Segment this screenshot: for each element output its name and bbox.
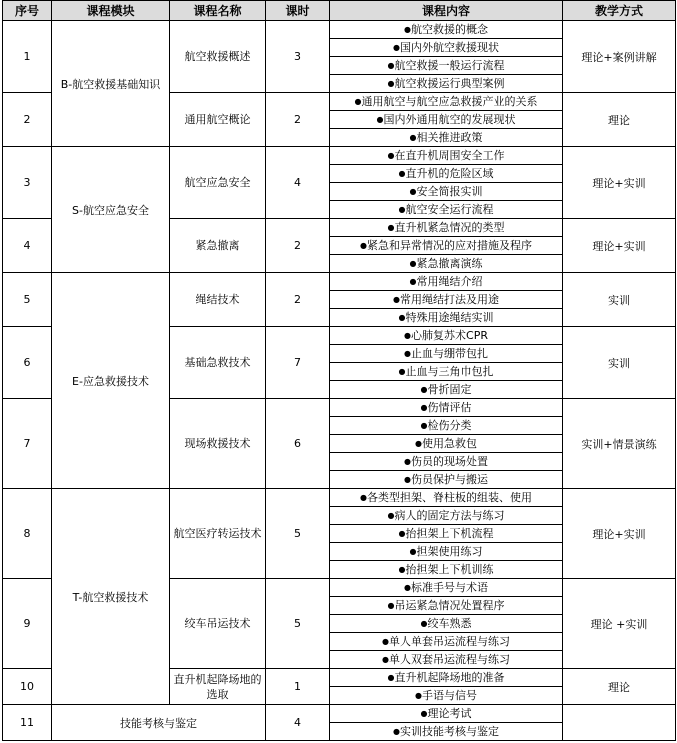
content-item: ●单人双套吊运流程与练习 bbox=[330, 651, 563, 669]
content-item: ●伤员保护与搬运 bbox=[330, 471, 563, 489]
content-item: ●安全简报实训 bbox=[330, 183, 563, 201]
hours: 2 bbox=[266, 219, 330, 273]
teaching-method: 实训 bbox=[563, 327, 676, 399]
table-row bbox=[3, 147, 676, 165]
row-number: 2 bbox=[3, 93, 52, 147]
bullet-icon: ● bbox=[360, 241, 367, 250]
course-name: 绳结技术 bbox=[170, 273, 266, 327]
teaching-method: 理论 +实训 bbox=[563, 579, 676, 669]
header-method: 教学方式 bbox=[563, 1, 676, 21]
content-item: ●特殊用途绳结实训 bbox=[330, 309, 563, 327]
bullet-icon: ● bbox=[415, 691, 422, 700]
content-item: ●国内外通用航空的发展现状 bbox=[330, 111, 563, 129]
bullet-icon: ● bbox=[393, 43, 400, 52]
bullet-icon: ● bbox=[420, 403, 428, 412]
bullet-icon: ● bbox=[420, 709, 428, 718]
content-item: ●实训技能考核与鉴定 bbox=[330, 723, 563, 741]
bullet-icon: ● bbox=[420, 421, 428, 430]
bullet-icon: ● bbox=[387, 601, 395, 610]
bullet-icon: ● bbox=[420, 619, 428, 628]
content-item: ●手语与信号 bbox=[330, 687, 563, 705]
header-row bbox=[3, 1, 676, 21]
hours: 6 bbox=[266, 399, 330, 489]
bullet-icon: ● bbox=[409, 187, 417, 196]
content-item: ●航空安全运行流程 bbox=[330, 201, 563, 219]
row-number: 5 bbox=[3, 273, 52, 327]
content-item: ●紧急撤离演练 bbox=[330, 255, 563, 273]
teaching-method: 理论+实训 bbox=[563, 489, 676, 579]
content-item: ●止血与三角巾包扎 bbox=[330, 363, 563, 381]
content-item: ●检伤分类 bbox=[330, 417, 563, 435]
hours: 3 bbox=[266, 21, 330, 93]
content-item: ●标准手号与术语 bbox=[330, 579, 563, 597]
bullet-icon: ● bbox=[387, 223, 395, 232]
content-item: ●止血与绷带包扎 bbox=[330, 345, 563, 363]
content-item: ●在直升机周围安全工作 bbox=[330, 147, 563, 165]
teaching-method: 理论+实训 bbox=[563, 147, 676, 219]
hours: 5 bbox=[266, 579, 330, 669]
content-item: ●直升机起降场地的准备 bbox=[330, 669, 563, 687]
row-number: 6 bbox=[3, 327, 52, 399]
bullet-icon: ● bbox=[398, 205, 406, 214]
module-cell: S-航空应急安全 bbox=[52, 147, 170, 273]
hours: 1 bbox=[266, 669, 330, 705]
course-name: 绞车吊运技术 bbox=[170, 579, 266, 669]
row-number: 7 bbox=[3, 399, 52, 489]
bullet-icon: ● bbox=[398, 313, 406, 322]
bullet-icon: ● bbox=[387, 673, 395, 682]
bullet-icon: ● bbox=[398, 169, 406, 178]
content-item: ●航空救援一般运行流程 bbox=[330, 57, 563, 75]
hours: 7 bbox=[266, 327, 330, 399]
course-name: 现场救援技术 bbox=[170, 399, 266, 489]
teaching-method: 理论 bbox=[563, 93, 676, 147]
content-item: ●航空救援运行典型案例 bbox=[330, 75, 563, 93]
bullet-icon: ● bbox=[393, 727, 400, 736]
header-content: 课程内容 bbox=[330, 1, 563, 21]
bullet-icon: ● bbox=[360, 493, 367, 502]
row-number: 4 bbox=[3, 219, 52, 273]
hours: 2 bbox=[266, 273, 330, 327]
bullet-icon: ● bbox=[398, 529, 406, 538]
bullet-icon: ● bbox=[420, 385, 428, 394]
teaching-method: 理论+案例讲解 bbox=[563, 21, 676, 93]
table-row bbox=[3, 489, 676, 507]
content-item: ●常用绳结介绍 bbox=[330, 273, 563, 291]
content-item: ●通用航空与航空应急救援产业的关系 bbox=[330, 93, 563, 111]
header-course-name: 课程名称 bbox=[170, 1, 266, 21]
bullet-icon: ● bbox=[404, 457, 411, 466]
content-item: ●绞车熟悉 bbox=[330, 615, 563, 633]
hours: 5 bbox=[266, 489, 330, 579]
course-name: 航空医疗转运技术 bbox=[170, 489, 266, 579]
row-number: 8 bbox=[3, 489, 52, 579]
row-number: 11 bbox=[3, 705, 52, 741]
row-number: 10 bbox=[3, 669, 52, 705]
teaching-method: 实训+情景演练 bbox=[563, 399, 676, 489]
content-item: ●各类型担架、脊柱板的组装、使用 bbox=[330, 489, 563, 507]
content-item: ●伤情评估 bbox=[330, 399, 563, 417]
header-hours: 课时 bbox=[266, 1, 330, 21]
table-row bbox=[3, 705, 676, 723]
bullet-icon: ● bbox=[404, 583, 411, 592]
bullet-icon: ● bbox=[409, 547, 417, 556]
module-cell: E-应急救援技术 bbox=[52, 273, 170, 489]
bullet-icon: ● bbox=[409, 259, 417, 268]
bullet-icon: ● bbox=[354, 97, 362, 106]
header-module: 课程模块 bbox=[52, 1, 170, 21]
content-item: ●国内外航空救援现状 bbox=[330, 39, 563, 57]
content-item: ●抬担架上下机训练 bbox=[330, 561, 563, 579]
hours: 2 bbox=[266, 93, 330, 147]
course-table bbox=[2, 0, 676, 741]
content-item: ●相关推进政策 bbox=[330, 129, 563, 147]
content-item: ●理论考试 bbox=[330, 705, 563, 723]
hours: 4 bbox=[266, 705, 330, 741]
content-item: ●直升机的危险区域 bbox=[330, 165, 563, 183]
module-cell: T-航空救援技术 bbox=[52, 489, 170, 705]
bullet-icon: ● bbox=[382, 655, 389, 664]
row-number: 9 bbox=[3, 579, 52, 669]
teaching-method: 实训 bbox=[563, 273, 676, 327]
bullet-icon: ● bbox=[415, 439, 422, 448]
bullet-icon: ● bbox=[393, 295, 400, 304]
bullet-icon: ● bbox=[398, 565, 406, 574]
content-item: ●骨折固定 bbox=[330, 381, 563, 399]
content-item: ●航空救援的概念 bbox=[330, 21, 563, 39]
bullet-icon: ● bbox=[376, 115, 384, 124]
content-item: ●使用急救包 bbox=[330, 435, 563, 453]
teaching-method: 理论 bbox=[563, 669, 676, 705]
content-item: ●吊运紧急情况处置程序 bbox=[330, 597, 563, 615]
bullet-icon: ● bbox=[387, 79, 395, 88]
content-item: ●常用绳结打法及用途 bbox=[330, 291, 563, 309]
bullet-icon: ● bbox=[404, 349, 411, 358]
bullet-icon: ● bbox=[404, 331, 411, 340]
course-name: 直升机起降场地的选取 bbox=[170, 669, 266, 705]
bullet-icon: ● bbox=[404, 25, 411, 34]
bullet-icon: ● bbox=[387, 511, 395, 520]
teaching-method bbox=[563, 705, 676, 741]
course-name: 通用航空概论 bbox=[170, 93, 266, 147]
hours: 4 bbox=[266, 147, 330, 219]
bullet-icon: ● bbox=[404, 475, 411, 484]
course-name: 航空救援概述 bbox=[170, 21, 266, 93]
table-row bbox=[3, 21, 676, 39]
course-name: 紧急撤离 bbox=[170, 219, 266, 273]
bullet-icon: ● bbox=[409, 133, 417, 142]
bullet-icon: ● bbox=[398, 367, 406, 376]
header-no: 序号 bbox=[3, 1, 52, 21]
content-item: ●直升机紧急情况的类型 bbox=[330, 219, 563, 237]
content-item: ●单人单套吊运流程与练习 bbox=[330, 633, 563, 651]
bullet-icon: ● bbox=[382, 637, 389, 646]
table-row bbox=[3, 273, 676, 291]
teaching-method: 理论+实训 bbox=[563, 219, 676, 273]
course-name: 航空应急安全 bbox=[170, 147, 266, 219]
content-item: ●担架使用练习 bbox=[330, 543, 563, 561]
module-cell: 技能考核与鉴定 bbox=[52, 705, 266, 741]
content-item: ●伤员的现场处置 bbox=[330, 453, 563, 471]
content-item: ●紧急和异常情况的应对措施及程序 bbox=[330, 237, 563, 255]
bullet-icon: ● bbox=[409, 277, 417, 286]
course-name: 基础急救技术 bbox=[170, 327, 266, 399]
row-number: 1 bbox=[3, 21, 52, 93]
bullet-icon: ● bbox=[387, 151, 395, 160]
content-item: ●心肺复苏术CPR bbox=[330, 327, 563, 345]
content-item: ●病人的固定方法与练习 bbox=[330, 507, 563, 525]
row-number: 3 bbox=[3, 147, 52, 219]
content-item: ●抬担架上下机流程 bbox=[330, 525, 563, 543]
bullet-icon: ● bbox=[387, 61, 395, 70]
module-cell: B-航空救援基础知识 bbox=[52, 21, 170, 147]
